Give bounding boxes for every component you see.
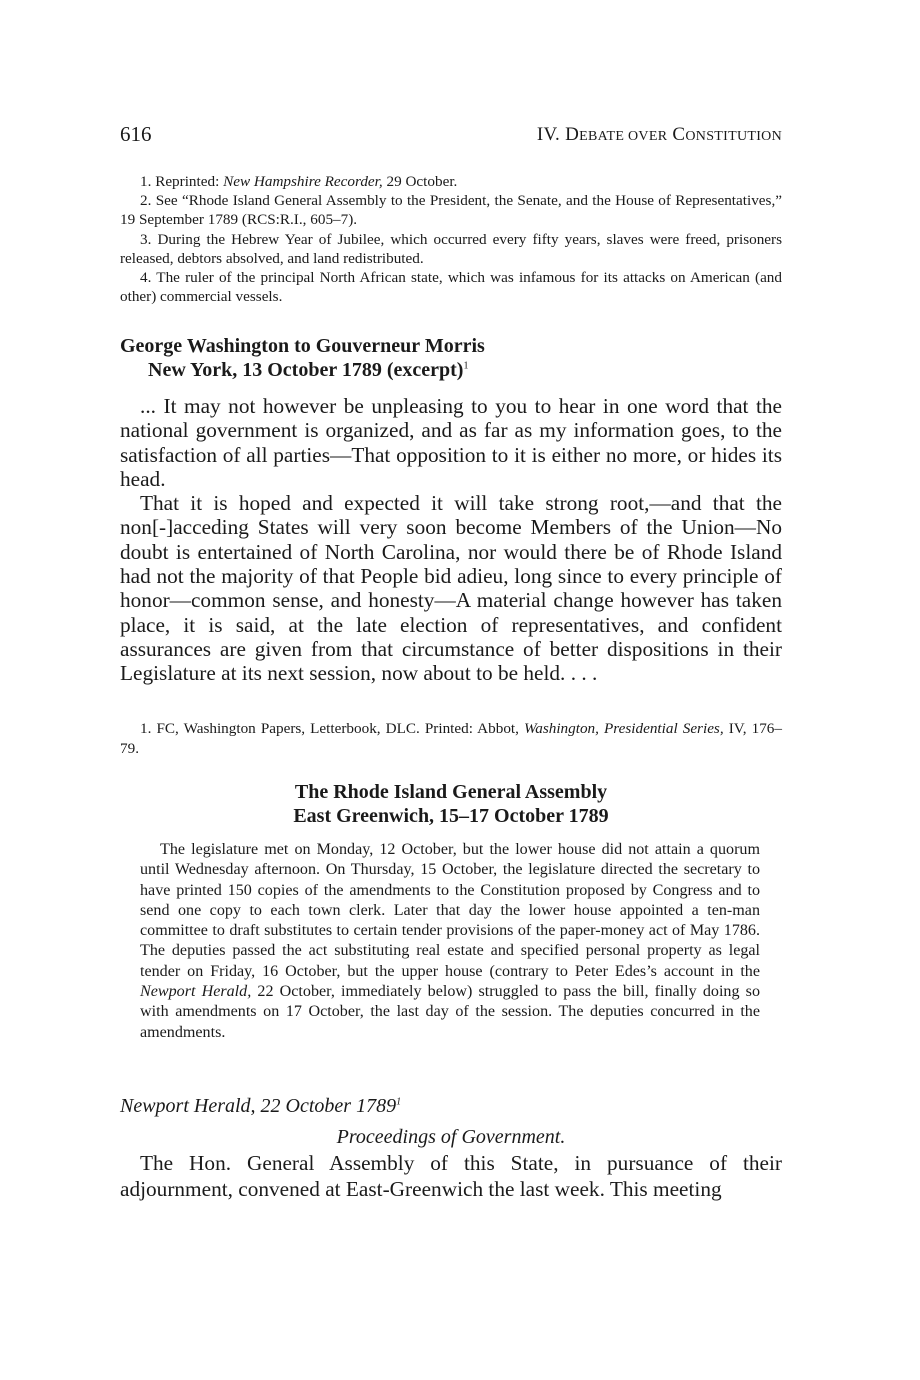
footnote-marker: 1: [463, 360, 469, 372]
editorial-note: The legislature met on Monday, 12 October, but the lower house did not attain a quorum until Wednesday afternoon. On Thursday, 15 October, the legislature directed the secretary to have printed 150 copies of the amendments to the Constitution proposed by Congress and to send one copy to each town clerk. Later that day the lower house appointed a ten-man committee to draft substitutes to certain tender provisions of the paper-money act of May 1786. The deputies passed the act substituting real estate and specified personal property as legal tender on Friday, 16 October, but the upper house (contrary to Peter Edes’s account in the Newport Herald, 22 October, immediately below) struggled to pass the bill, finally doing so with amendments on 17 October, the last day of the session. The deputies concurred in the amendments.: [140, 841, 760, 1041]
running-head: IV. DEBATE OVER CONSTITUTION: [536, 124, 782, 145]
footnote: 4. The ruler of the principal North African state, which was infamous for its attacks on American (and other) commercial vessels.: [120, 269, 782, 306]
footnotes-top: [120, 172, 782, 306]
section-heading-assembly: The Rhode Island General Assembly East Greenwich, 15–17 October 1789: [293, 781, 609, 827]
proceedings-title: Proceedings of Government.: [336, 1126, 566, 1148]
paragraph: That it is hoped and expected it will take strong root,—and that the non[-]acceding States will very soon become Members of the Union—No doubt is entertained of North Carolina, nor would there be of Rhode Island had not the majority of that People bid adieu, long since to every principle of honor—common sense, and honesty—A material change however has taken place, it is said, at the late election of representatives, and confident assurances are given from that circumstance of better dispositions in their Legislature at its next session, now about to be held. . . .: [120, 491, 782, 686]
paragraph: The Hon. General Assembly of this State, in pursuance of their adjournment, convened at East-Greenwich the last week. This meeting: [120, 1151, 782, 1201]
letter-body: [120, 394, 782, 686]
page-number: 616: [120, 122, 152, 146]
footnote-marker: 1: [396, 1096, 402, 1108]
footnote: 1. Reprinted: New Hampshire Recorder, 29 October.: [140, 173, 458, 190]
page-header: [120, 122, 782, 150]
footnote: 3. During the Hebrew Year of Jubilee, which occurred every fifty years, slaves were freed, prisoners released, debtors absolved, and land redistributed.: [120, 230, 782, 267]
footnote: 2. See “Rhode Island General Assembly to the President, the Senate, and the House of Representatives,” 19 September 1789 (RCS:R.I., 605–7).: [120, 192, 782, 229]
paragraph: ... It may not however be unpleasing to you to hear in one word that the national government is organized, and as far as my information goes, to the satisfaction of all parties—That opposition to it is either no more, or hides its head.: [120, 394, 782, 491]
section-heading-washington: George Washington to Gouverneur Morris New York, 13 October 1789 (excerpt)$^1$: [120, 335, 485, 381]
source-heading: Newport Herald, 22 October 1789$^1$: [120, 1095, 402, 1117]
footnote: 1. FC, Washington Papers, Letterbook, DLC. Printed: Abbot, Washington, Presidential Series, IV, 176–79.: [120, 720, 782, 757]
